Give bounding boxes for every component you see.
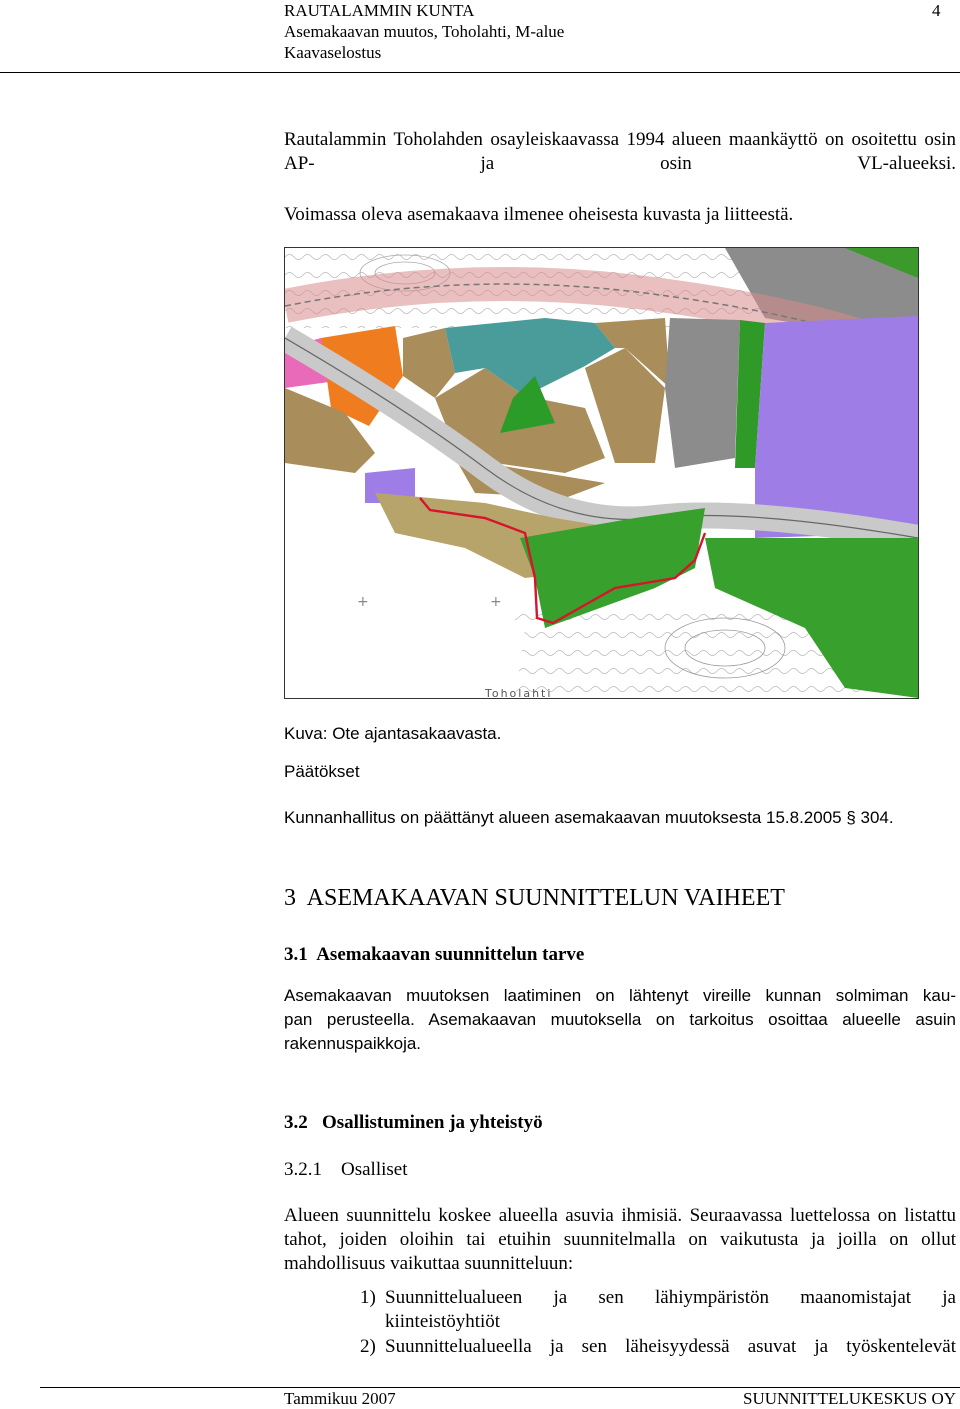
decisions-heading: Päätökset [284,762,360,781]
list-item-2-number: 2) [360,1336,376,1357]
svg-text:+: + [490,594,502,610]
section-3-2-1-heading: 3.2.1 Osalliset [284,1159,408,1180]
section-3-title: 3 ASEMAKAAVAN SUUNNITTELUN VAIHEET [284,885,785,911]
decisions-text: Kunnanhallitus on päättänyt alueen asemakaavan muutoksesta 15.8.2005 § 304. [284,808,894,827]
header-rule [0,72,960,73]
page-number: 4 [932,1,941,20]
section-3-2-1-paragraph: Alueen suunnittelu koskee alueella asuvia ihmisiä. Seuraavassa luettelossa on listattu tahot, joiden oloihin tai etuihin suunnitelmalla on vaikutusta ja joilla on ollut mahdollisuus vaikuttaa suunnitteluun: [284,1205,956,1274]
section-3-1-paragraph: pan perusteella. Asemakaavan muutoksella on tarkoitus osoittaa alueelle asuin rakennuspaikkoja. [284,1010,956,1053]
section-3-2-heading: 3.2 Osallistuminen ja yhteistyö [284,1112,543,1133]
zoning-map-graphic [285,248,918,698]
header-org: RAUTALAMMIN KUNTA [284,1,475,20]
section-3-1-paragraph-line1: Asemakaavan muutoksen laatiminen on lähtenyt vireille kunnan solmiman kau- [284,986,956,1005]
list-item-1-line1: Suunnittelualueen ja sen lähiympäristön maanomistajat ja [385,1287,956,1308]
intro-paragraph-2: Voimassa oleva asemakaava ilmenee oheisesta kuvasta ja liitteestä. [284,204,794,225]
list-item-1-number: 1) [360,1287,376,1308]
zoning-map [284,247,919,699]
map-label-toholahti: Toholahti [485,687,553,698]
header-subtitle: Asemakaavan muutos, Toholahti, M-alue [284,22,565,41]
header-doc-type: Kaavaselostus [284,43,382,62]
list-item-2-line1: Suunnittelualueella ja sen läheisyydessä asuvat ja työskentelevät [385,1336,956,1357]
intro-paragraph: Rautalammin Toholahden osayleiskaavassa 1994 alueen maankäyttö on osoitettu osin AP- ja osin VL-alueeksi. [284,129,956,174]
footer-date: Tammikuu 2007 [284,1389,396,1408]
svg-text:+: + [357,594,369,610]
figure-caption: Kuva: Ote ajantasakaavasta. [284,724,502,743]
list-item-1-line2: kiinteistöyhtiöt [385,1311,501,1332]
section-3-1-heading: 3.1 Asemakaavan suunnittelun tarve [284,944,585,965]
footer-company: SUUNNITTELUKESKUS OY [743,1389,956,1408]
